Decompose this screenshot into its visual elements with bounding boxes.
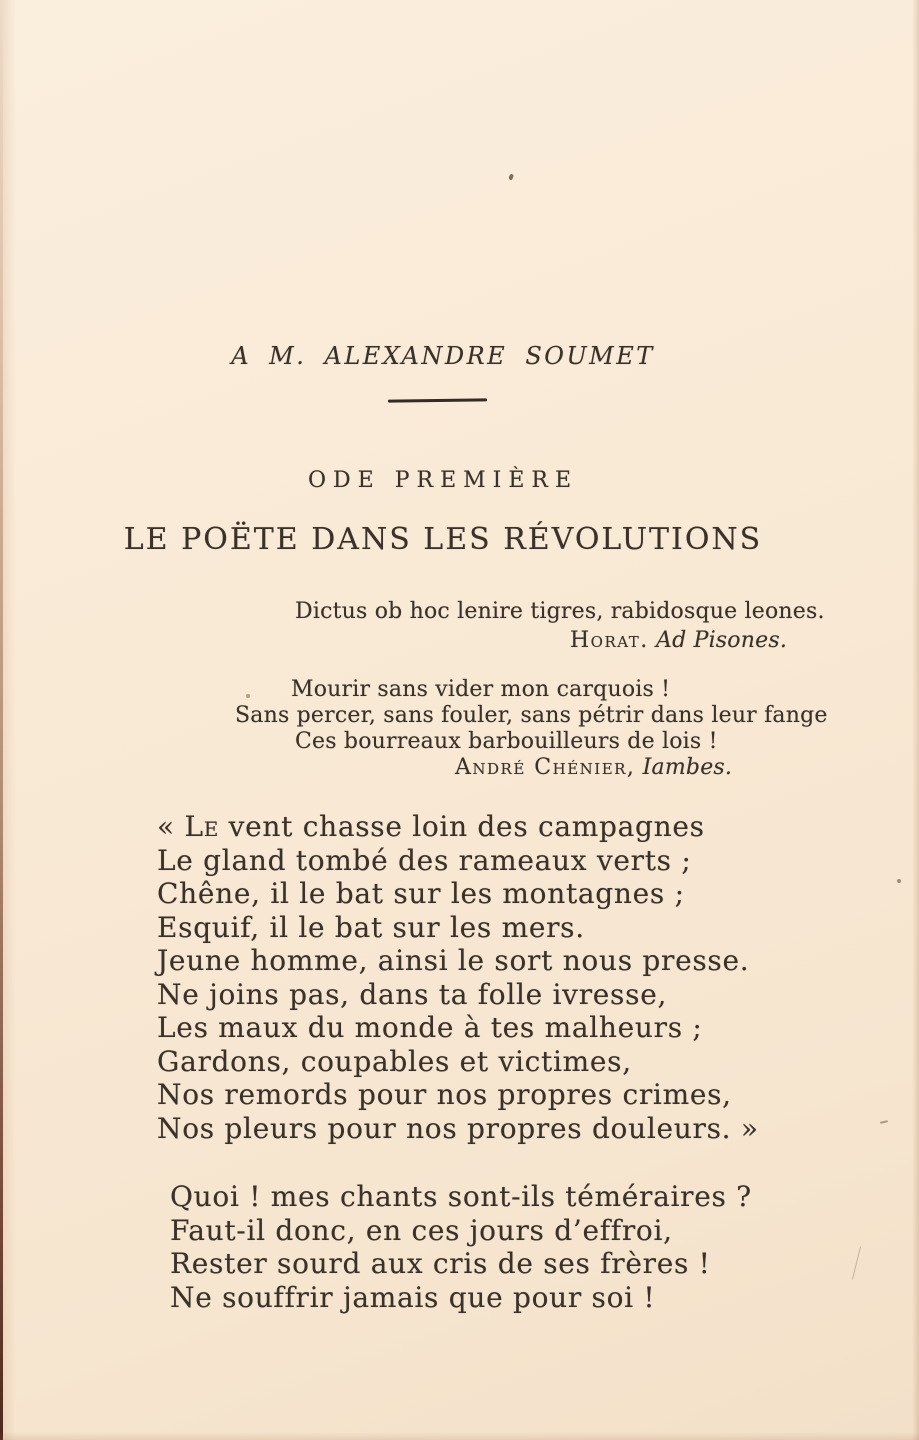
poem-line: Le gland tombé des rameaux verts ; — [157, 843, 692, 877]
page-edge-left — [0, 0, 3, 1440]
epigraph-latin-work: Ad Pisones. — [656, 628, 788, 653]
poem-line: Rester sourd aux cris de ses frères ! — [170, 1247, 711, 1280]
stanza-2 — [170, 1180, 752, 1314]
epigraph-chenier-author: André Chénier, — [455, 755, 636, 780]
poem-line: Ne souffrir jamais que pour soi ! — [170, 1280, 656, 1314]
opening-guillemet: « — [157, 810, 185, 843]
poem-line: Esquif, il le bat sur les mers. — [157, 910, 585, 944]
epigraph-chenier-line: Sans percer, sans fouler, sans pétrir dans leur fange — [235, 703, 828, 728]
section-rule — [388, 398, 487, 402]
poem-title: LE POËTE DANS LES RÉVOLUTIONS — [123, 522, 763, 557]
paper-speck — [880, 1120, 888, 1124]
poem-line: Faut-il donc, en ces jours d’effroi, — [170, 1213, 673, 1247]
poem-line-text: vent chasse loin des campagnes — [219, 810, 705, 843]
dedication: A M. ALEXANDRE SOUMET — [231, 342, 655, 370]
epigraph-chenier-attribution — [455, 755, 732, 780]
poem-line: Gardons, coupables et victimes, — [157, 1044, 632, 1078]
paper-speck — [897, 879, 901, 883]
poem-line: Quoi ! mes chants sont-ils téméraires ? — [170, 1180, 752, 1213]
epigraph-chenier-line: Ces bourreaux barbouilleurs de lois ! — [295, 729, 718, 754]
epigraph-latin-line: Dictus ob hoc lenire tigres, rabidosque leones. — [295, 599, 825, 624]
ode-heading: ODE PREMIÈRE — [307, 468, 579, 493]
poem-line — [157, 810, 759, 844]
poem-line: Les maux du monde à tes malheurs ; — [157, 1011, 703, 1044]
epigraph-chenier-work: Iambes. — [642, 755, 733, 780]
poem-line: Ne joins pas, dans ta folle ivresse, — [157, 977, 668, 1011]
poem-line: Nos pleurs pour nos propres douleurs. » — [157, 1111, 759, 1145]
page-edge-right — [912, 0, 919, 1440]
poem-line: Chêne, il le bat sur les montagnes ; — [157, 877, 685, 910]
paper-speck — [508, 173, 514, 180]
poem-line: Jeune homme, ainsi le sort nous presse. — [157, 944, 750, 977]
epigraph-latin-author: Horat. — [570, 628, 649, 653]
lead-word-smallcaps: Le — [184, 810, 220, 843]
page-edge-bottom — [0, 1432, 919, 1440]
epigraph-chenier-line: Mourir sans vider mon carquois ! — [291, 677, 671, 702]
poem-line: Nos remords pour nos propres crimes, — [157, 1078, 732, 1111]
paper-speck — [246, 694, 250, 698]
stanza-1 — [157, 810, 759, 1145]
epigraph-latin-attribution — [570, 628, 787, 653]
paper-scratch — [852, 1246, 861, 1279]
